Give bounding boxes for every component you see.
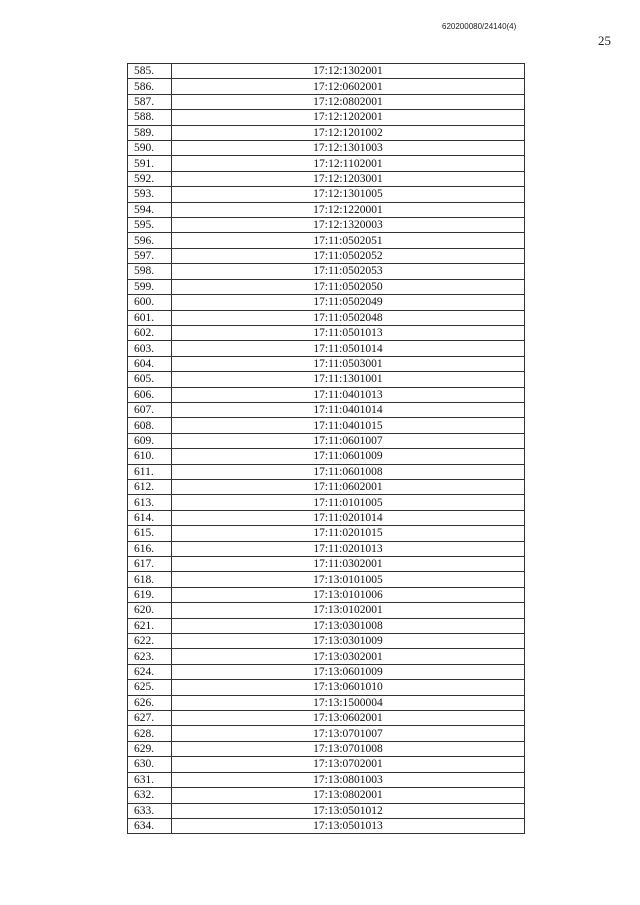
table-row bbox=[128, 64, 525, 79]
row-number: 631. bbox=[128, 772, 172, 787]
cadastral-code: 17:12:1301005 bbox=[172, 187, 525, 202]
table-row bbox=[128, 510, 525, 525]
cadastral-code: 17:11:0201013 bbox=[172, 541, 525, 556]
table-row bbox=[128, 618, 525, 633]
row-number: 618. bbox=[128, 572, 172, 587]
table-row bbox=[128, 479, 525, 494]
cadastral-code: 17:13:0701008 bbox=[172, 741, 525, 756]
row-number: 612. bbox=[128, 479, 172, 494]
row-number: 595. bbox=[128, 218, 172, 233]
cadastral-code: 17:11:0201014 bbox=[172, 510, 525, 525]
table-row bbox=[128, 680, 525, 695]
table-row bbox=[128, 402, 525, 417]
cadastral-code: 17:11:0101005 bbox=[172, 495, 525, 510]
table-row bbox=[128, 79, 525, 94]
cadastral-code: 17:11:0401015 bbox=[172, 418, 525, 433]
row-number: 616. bbox=[128, 541, 172, 556]
row-number: 606. bbox=[128, 387, 172, 402]
row-number: 608. bbox=[128, 418, 172, 433]
table-row bbox=[128, 603, 525, 618]
table-row bbox=[128, 526, 525, 541]
table-row bbox=[128, 464, 525, 479]
table-row bbox=[128, 726, 525, 741]
table-row bbox=[128, 171, 525, 186]
row-number: 594. bbox=[128, 202, 172, 217]
cadastral-code: 17:13:0602001 bbox=[172, 711, 525, 726]
cadastral-code: 17:12:1201002 bbox=[172, 125, 525, 140]
table-row bbox=[128, 818, 525, 833]
row-number: 632. bbox=[128, 788, 172, 803]
cadastral-code: 17:11:0201015 bbox=[172, 526, 525, 541]
table-row bbox=[128, 433, 525, 448]
cadastral-table bbox=[127, 63, 525, 834]
row-number: 624. bbox=[128, 664, 172, 679]
table-row bbox=[128, 279, 525, 294]
cadastral-code: 17:13:0801003 bbox=[172, 772, 525, 787]
row-number: 590. bbox=[128, 141, 172, 156]
page-number: 25 bbox=[598, 33, 611, 48]
table-row bbox=[128, 695, 525, 710]
cadastral-code: 17:11:0502052 bbox=[172, 248, 525, 263]
cadastral-code: 17:13:0802001 bbox=[172, 788, 525, 803]
cadastral-code: 17:11:0502049 bbox=[172, 295, 525, 310]
table-row bbox=[128, 557, 525, 572]
table-row bbox=[128, 141, 525, 156]
row-number: 604. bbox=[128, 356, 172, 371]
table-row bbox=[128, 757, 525, 772]
cadastral-code: 17:11:0503001 bbox=[172, 356, 525, 371]
cadastral-code: 17:12:1302001 bbox=[172, 64, 525, 79]
cadastral-code: 17:13:0102001 bbox=[172, 603, 525, 618]
cadastral-code: 17:13:0702001 bbox=[172, 757, 525, 772]
row-number: 603. bbox=[128, 341, 172, 356]
table-row bbox=[128, 233, 525, 248]
row-number: 597. bbox=[128, 248, 172, 263]
row-number: 600. bbox=[128, 295, 172, 310]
row-number: 587. bbox=[128, 94, 172, 109]
table-row bbox=[128, 803, 525, 818]
table-row bbox=[128, 788, 525, 803]
cadastral-code: 17:11:0501013 bbox=[172, 325, 525, 340]
cadastral-code: 17:13:0701007 bbox=[172, 726, 525, 741]
table-row bbox=[128, 387, 525, 402]
row-number: 605. bbox=[128, 372, 172, 387]
table-row bbox=[128, 325, 525, 340]
row-number: 611. bbox=[128, 464, 172, 479]
cadastral-code: 17:11:0502051 bbox=[172, 233, 525, 248]
table-row bbox=[128, 587, 525, 602]
row-number: 621. bbox=[128, 618, 172, 633]
cadastral-code: 17:11:1301001 bbox=[172, 372, 525, 387]
table-row bbox=[128, 218, 525, 233]
row-number: 630. bbox=[128, 757, 172, 772]
row-number: 598. bbox=[128, 264, 172, 279]
table-row bbox=[128, 248, 525, 263]
row-number: 626. bbox=[128, 695, 172, 710]
table-row bbox=[128, 449, 525, 464]
cadastral-code: 17:11:0401014 bbox=[172, 402, 525, 417]
row-number: 596. bbox=[128, 233, 172, 248]
row-number: 601. bbox=[128, 310, 172, 325]
cadastral-code: 17:13:0301008 bbox=[172, 618, 525, 633]
table-row bbox=[128, 664, 525, 679]
table-row bbox=[128, 649, 525, 664]
cadastral-code: 17:11:0602001 bbox=[172, 479, 525, 494]
row-number: 623. bbox=[128, 649, 172, 664]
row-number: 619. bbox=[128, 587, 172, 602]
cadastral-code: 17:13:1500004 bbox=[172, 695, 525, 710]
row-number: 629. bbox=[128, 741, 172, 756]
cadastral-code: 17:12:1203001 bbox=[172, 171, 525, 186]
table-row bbox=[128, 634, 525, 649]
table-row bbox=[128, 187, 525, 202]
cadastral-code: 17:13:0501012 bbox=[172, 803, 525, 818]
row-number: 614. bbox=[128, 510, 172, 525]
row-number: 613. bbox=[128, 495, 172, 510]
table-row bbox=[128, 341, 525, 356]
cadastral-code: 17:13:0501013 bbox=[172, 818, 525, 833]
row-number: 607. bbox=[128, 402, 172, 417]
row-number: 622. bbox=[128, 634, 172, 649]
table-row bbox=[128, 711, 525, 726]
table-row bbox=[128, 125, 525, 140]
cadastral-code: 17:12:0802001 bbox=[172, 94, 525, 109]
cadastral-code: 17:12:1220001 bbox=[172, 202, 525, 217]
row-number: 589. bbox=[128, 125, 172, 140]
row-number: 625. bbox=[128, 680, 172, 695]
cadastral-code: 17:11:0502048 bbox=[172, 310, 525, 325]
row-number: 609. bbox=[128, 433, 172, 448]
cadastral-code: 17:12:1102001 bbox=[172, 156, 525, 171]
row-number: 633. bbox=[128, 803, 172, 818]
row-number: 634. bbox=[128, 818, 172, 833]
row-number: 620. bbox=[128, 603, 172, 618]
cadastral-code: 17:11:0501014 bbox=[172, 341, 525, 356]
row-number: 592. bbox=[128, 171, 172, 186]
table-row bbox=[128, 110, 525, 125]
row-number: 586. bbox=[128, 79, 172, 94]
row-number: 628. bbox=[128, 726, 172, 741]
cadastral-code: 17:11:0601008 bbox=[172, 464, 525, 479]
row-number: 615. bbox=[128, 526, 172, 541]
row-number: 602. bbox=[128, 325, 172, 340]
table-row bbox=[128, 156, 525, 171]
row-number: 588. bbox=[128, 110, 172, 125]
row-number: 627. bbox=[128, 711, 172, 726]
row-number: 585. bbox=[128, 64, 172, 79]
row-number: 617. bbox=[128, 557, 172, 572]
cadastral-code: 17:13:0101006 bbox=[172, 587, 525, 602]
table-row bbox=[128, 94, 525, 109]
table-row bbox=[128, 418, 525, 433]
table-row bbox=[128, 772, 525, 787]
cadastral-code: 17:11:0502050 bbox=[172, 279, 525, 294]
cadastral-code: 17:13:0601009 bbox=[172, 664, 525, 679]
row-number: 593. bbox=[128, 187, 172, 202]
cadastral-code: 17:13:0101005 bbox=[172, 572, 525, 587]
table-row bbox=[128, 495, 525, 510]
row-number: 591. bbox=[128, 156, 172, 171]
cadastral-code: 17:11:0302001 bbox=[172, 557, 525, 572]
cadastral-code: 17:12:1320003 bbox=[172, 218, 525, 233]
table-row bbox=[128, 310, 525, 325]
table-row bbox=[128, 202, 525, 217]
cadastral-code: 17:11:0601009 bbox=[172, 449, 525, 464]
cadastral-code: 17:12:0602001 bbox=[172, 79, 525, 94]
cadastral-code: 17:11:0502053 bbox=[172, 264, 525, 279]
table-row bbox=[128, 572, 525, 587]
cadastral-code: 17:13:0301009 bbox=[172, 634, 525, 649]
row-number: 599. bbox=[128, 279, 172, 294]
table-row bbox=[128, 372, 525, 387]
table-row bbox=[128, 741, 525, 756]
table-row bbox=[128, 541, 525, 556]
cadastral-code: 17:12:1301003 bbox=[172, 141, 525, 156]
cadastral-code: 17:11:0401013 bbox=[172, 387, 525, 402]
cadastral-code: 17:13:0601010 bbox=[172, 680, 525, 695]
table-row bbox=[128, 295, 525, 310]
cadastral-code: 17:13:0302001 bbox=[172, 649, 525, 664]
table-body bbox=[128, 64, 525, 834]
cadastral-code: 17:11:0601007 bbox=[172, 433, 525, 448]
document-code: 620200080/24140(4) bbox=[442, 22, 517, 31]
row-number: 610. bbox=[128, 449, 172, 464]
cadastral-code: 17:12:1202001 bbox=[172, 110, 525, 125]
table-row bbox=[128, 356, 525, 371]
table-row bbox=[128, 264, 525, 279]
